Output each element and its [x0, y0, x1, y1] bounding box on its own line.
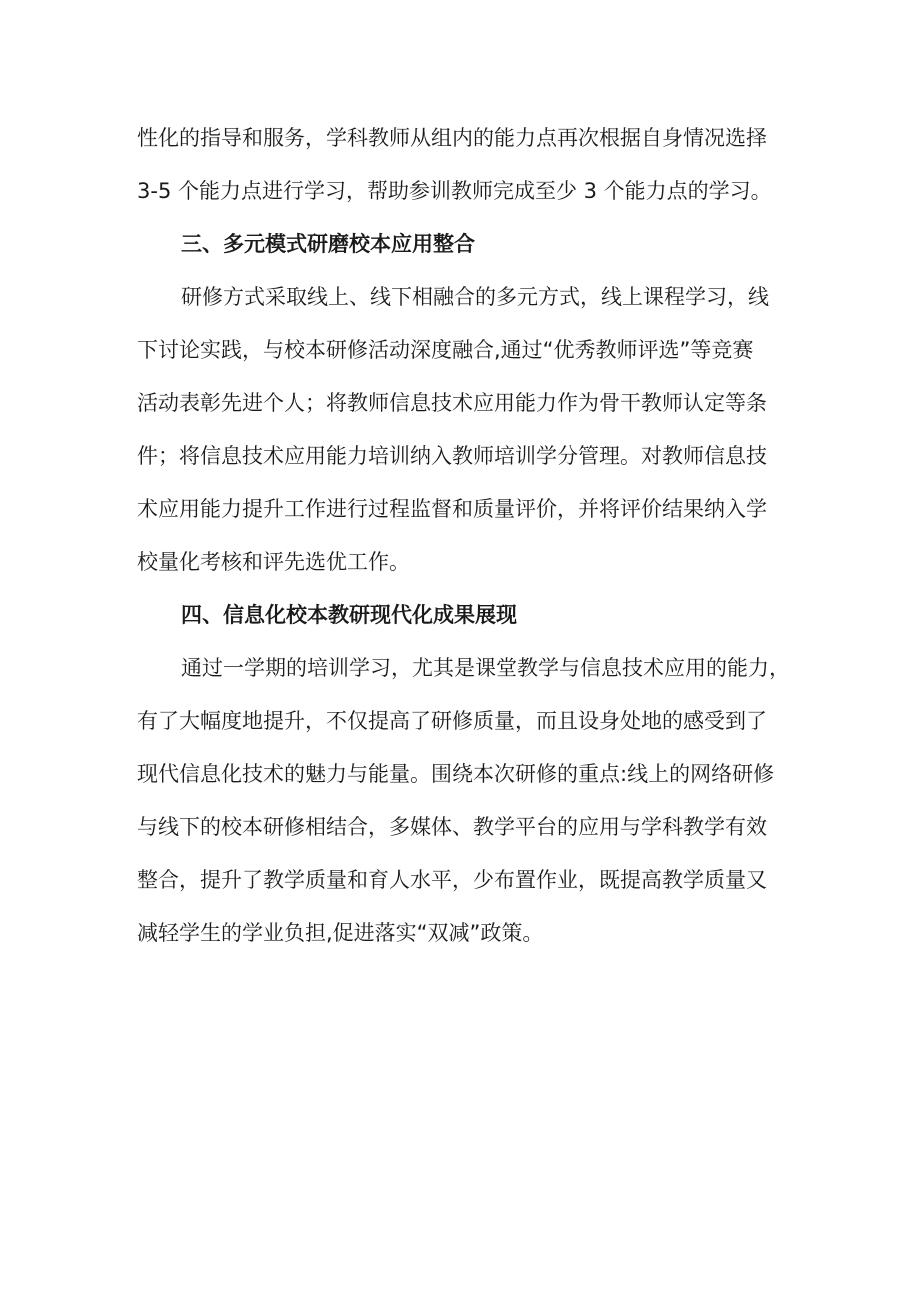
paragraph-line: 活动表彰先进个人；将教师信息技术应用能力作为骨干教师认定等条 [137, 391, 767, 415]
paragraph-line: 减轻学生的学业负担,促进落实“双减”政策。 [137, 921, 544, 945]
paragraph-line: 现代信息化技术的魅力与能量。围绕本次研修的重点:线上的网络研修 [137, 762, 775, 786]
paragraph-line: 整合，提升了教学质量和育人水平，少布置作业，既提高教学质量又 [137, 868, 767, 892]
paragraph-line: 术应用能力提升工作进行过程监督和质量评价，并将评价结果纳入学 [137, 497, 767, 521]
paragraph-line: 性化的指导和服务，学科教师从组内的能力点再次根据自身情况选择 [137, 126, 767, 150]
document-body [137, 112, 805, 960]
section-heading: 四、信息化校本教研现代化成果展现 [181, 603, 517, 627]
paragraph-line: 与线下的校本研修相结合，多媒体、教学平台的应用与学科教学有效 [137, 815, 767, 839]
paragraph-line: 有了大幅度地提升，不仅提高了研修质量，而且设身处地的感受到了 [137, 709, 767, 733]
paragraph-line: 校量化考核和评先选优工作。 [137, 550, 410, 574]
paragraph-line: 3-5 个能力点进行学习，帮助参训教师完成至少 3 个能力点的学习。 [137, 179, 772, 203]
paragraph-line: 下讨论实践，与校本研修活动深度融合,通过“优秀教师评选”等竞赛 [137, 338, 754, 362]
paragraph-line: 通过一学期的培训学习，尤其是课堂教学与信息技术应用的能力， [181, 656, 790, 680]
section-heading: 三、多元模式研磨校本应用整合 [181, 232, 475, 256]
paragraph-line: 件；将信息技术应用能力培训纳入教师培训学分管理。对教师信息技 [137, 444, 767, 468]
paragraph-line: 研修方式采取线上、线下相融合的多元方式，线上课程学习，线 [181, 285, 769, 309]
